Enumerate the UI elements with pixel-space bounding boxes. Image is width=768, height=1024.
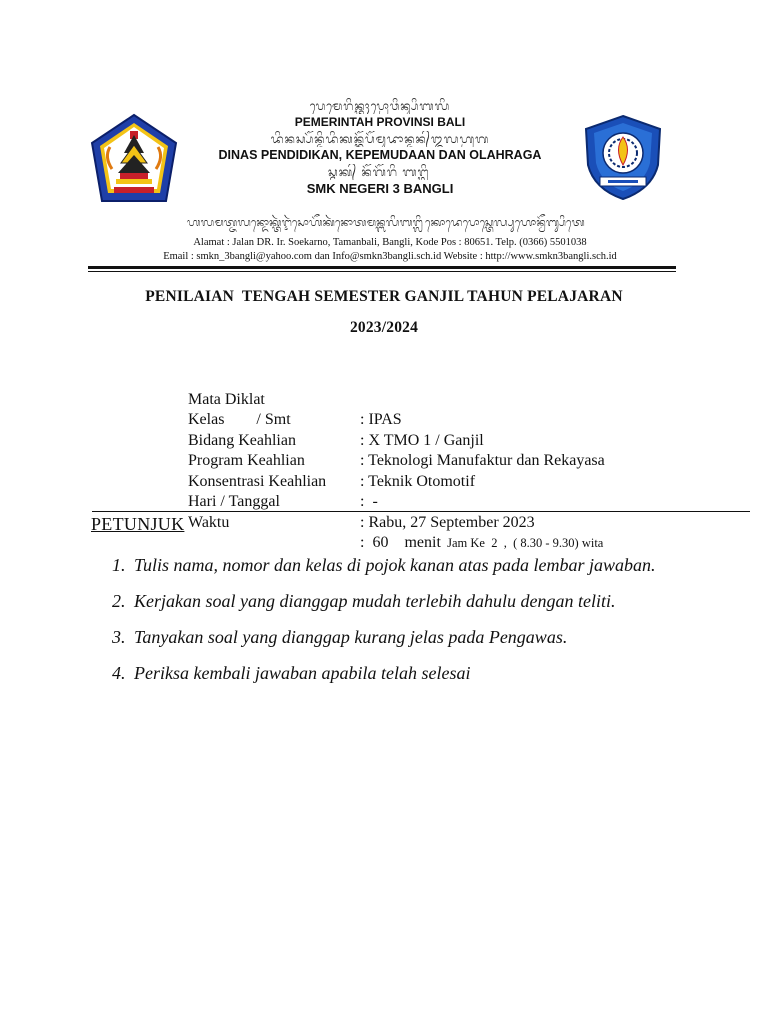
info-label: Waktu (188, 513, 230, 531)
list-item (112, 655, 712, 691)
balinese-script-line: ᬤᬶᬦᬲ᭄ᬧᭂᬦ᭄ᬤᬶᬤᬶᬓᬦ᭄ᬓᭂᬧᭂᬫᬸᬤᬵᬦ᭄ᬤᬦ᭄ᬑᬮᬳ᭄ᬭᬕ (270, 132, 490, 146)
instructions-heading: PETUNJUK (91, 514, 185, 534)
info-value: : IPAS (360, 411, 402, 428)
list-item-number: 1. (112, 555, 126, 575)
exam-title: PENILAIAN TENGAH SEMESTER GANJIL TAHUN PELAJARAN (145, 288, 623, 305)
list-item-number: 4. (112, 663, 126, 683)
list-item (112, 619, 712, 655)
info-label: Mata Diklat (188, 390, 265, 408)
address-line: Alamat : Jalan DR. Ir. Soekarno, Tamanbali, Bangli, Kode Pos : 80651. Telp. (0366) 5501038 (193, 237, 587, 248)
info-divider (92, 511, 750, 512)
info-label: Bidang Keahlian (188, 431, 296, 449)
list-item-text: Tulis nama, nomor dan kelas di pojok kanan atas pada lembar jawaban. (134, 555, 656, 575)
letterhead-rule-thick (88, 266, 676, 269)
letterhead (0, 0, 768, 275)
info-value: : X TMO 1 / Ganjil (360, 431, 484, 449)
contact-line: Email : smkn_3bangli@yahoo.com dan Info@smkn3bangli.sch.id Website : http://www.smkn3bangli.sch.id (163, 251, 617, 262)
list-item (112, 583, 712, 619)
school-address (120, 236, 660, 264)
info-value: : Teknik Otomotif (360, 472, 476, 490)
list-item-number: 3. (112, 627, 126, 647)
info-label: Program Keahlian (188, 452, 305, 469)
list-item (112, 547, 712, 583)
school-logo-icon (580, 113, 666, 201)
info-label: Kelas / Smt (188, 411, 291, 428)
balinese-script-line: ᬲ᭄ᬫᬓ᭄ ᬦᭂᬕᭂᬭᬶ ᬩᬗ᭄ᬮᬶ (328, 165, 432, 179)
info-label: Hari / Tanggal (188, 493, 280, 510)
instructions-list (112, 547, 712, 691)
school-name: SMK NEGERI 3 BANGLI (306, 181, 454, 196)
info-value: : Rabu, 27 September 2023 (360, 513, 535, 531)
list-item-number: 2. (112, 591, 126, 611)
info-value: : - (360, 493, 378, 510)
list-item-text: Kerjakan soal yang dianggap mudah terlebih dahulu dengan teliti. (134, 591, 616, 611)
government-name: PEMERINTAH PROVINSI BALI (294, 115, 466, 129)
department-name: DINAS PENDIDIKAN, KEPEMUDAAN DAN OLAHRAGA (218, 148, 542, 162)
balinese-address-line: ᬳᬮᬫᬢ᭄ᬚᬮᬦ᭄ᬤᭀᬓ᭄ᬢᬃᬇᬃᬲᭀᬳᭂᬓᬃᬦᭀᬢᬫᬦ᭄ᬩᬮᬶᬩᬗ᭄ᬮᬶᬓᭀᬤᬾᬧᭀᬲ᭄ᬢᬾᬮ᭄ᬧᬸᬳᭀᬦ᭄ᬯᭂᬩ᭄ᬲᬶᬢᬾ (187, 217, 585, 229)
letterhead-text (190, 98, 570, 197)
info-value: : Teknologi Manufaktur dan Rekayasa (360, 452, 605, 469)
info-label: Konsentrasi Keahlian (188, 472, 327, 490)
exam-info-table (188, 369, 605, 551)
list-item-text: Tanyakan soal yang dianggap kurang jelas pada Pengawas. (134, 627, 568, 647)
balinese-script-line: ᬧᬾᬫᬾᬭᬶᬦ᭄ᬢᬄᬧ᭄ᬭᭀᬯᬶᬦ᭄ᬲᬶᬩᬮᬶ (309, 99, 451, 113)
bali-province-emblem-icon (90, 113, 178, 205)
info-value: : 60 menit (360, 534, 441, 551)
academic-year: 2023/2024 (349, 319, 419, 336)
list-item-text: Periksa kembali jawaban apabila telah selesai (134, 663, 471, 683)
letterhead-rule-thin (88, 271, 676, 272)
info-value-extra: Jam Ke 2 , ( 8.30 - 9.30) wita (440, 536, 604, 550)
